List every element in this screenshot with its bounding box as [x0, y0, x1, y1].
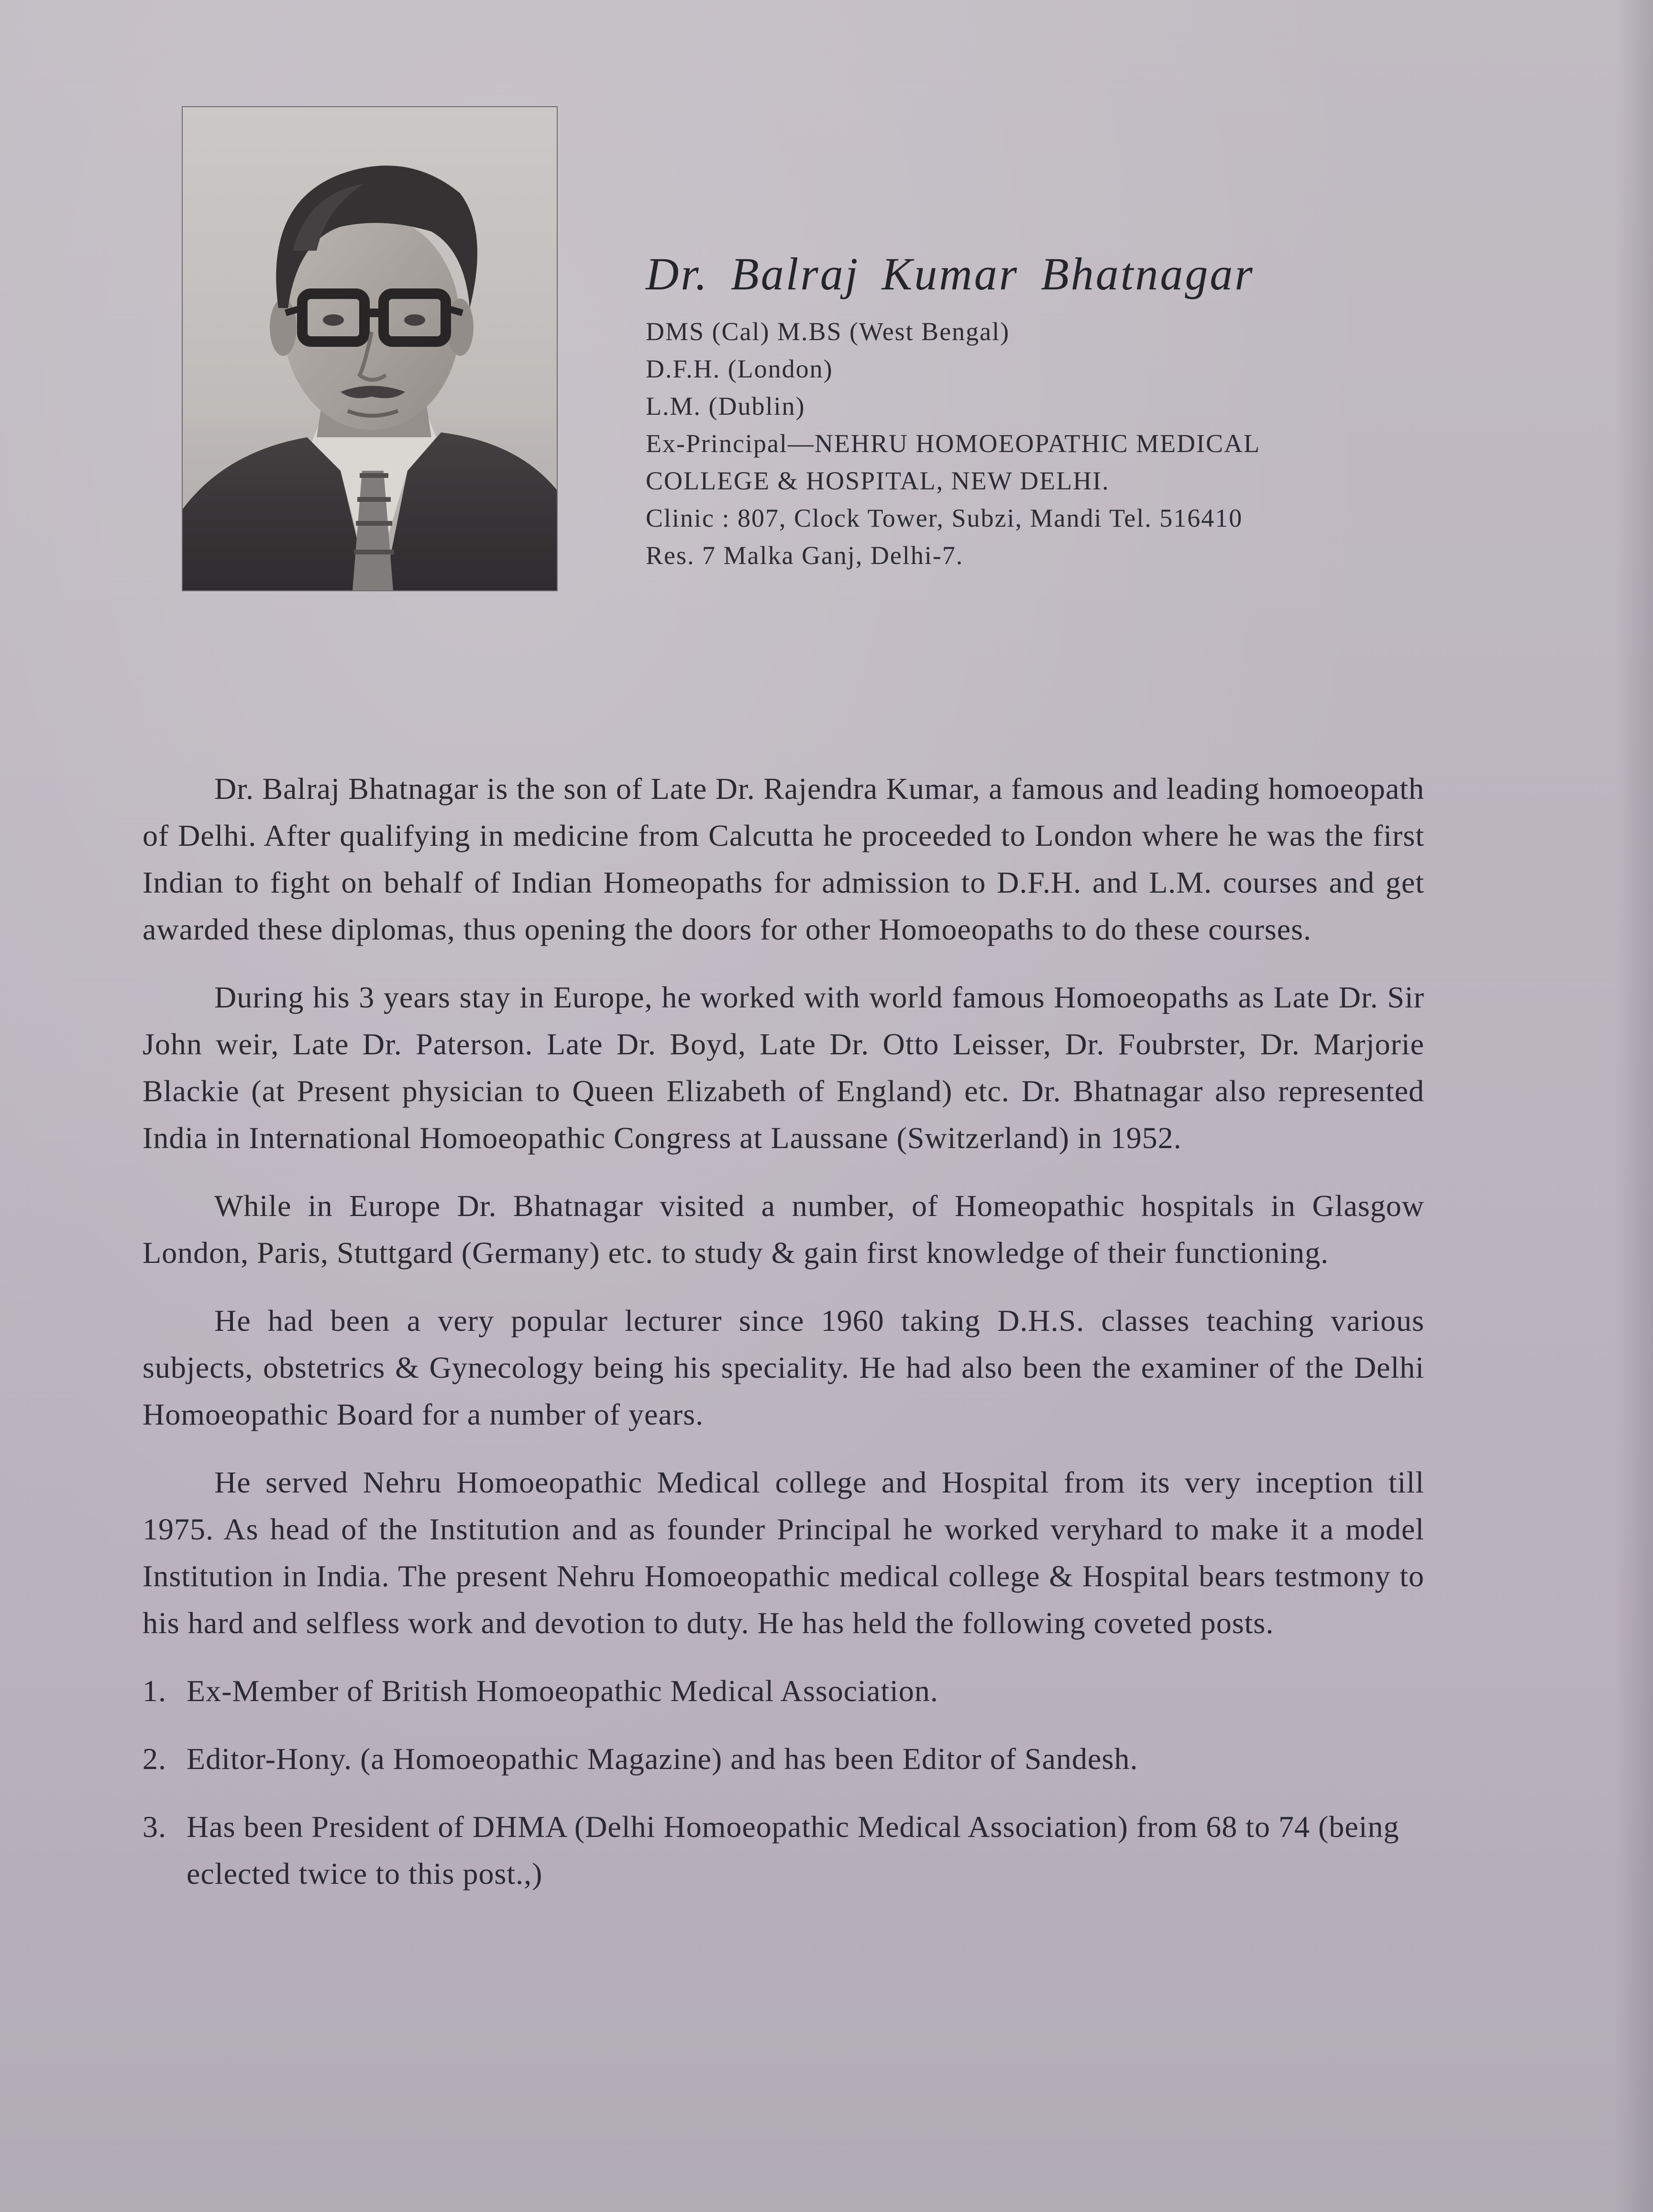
list-item	[143, 1803, 1424, 1897]
credential-line: L.M. (Dublin)	[646, 391, 805, 420]
credential-line: D.F.H. (London)	[646, 354, 833, 383]
list-item-text: Editor-Hony. (a Homoeopathic Magazine) and has been Editor of Sandesh.	[187, 1742, 1138, 1776]
profile-header	[646, 249, 1459, 574]
list-item-number: 2.	[143, 1742, 166, 1776]
list-item-number: 3.	[143, 1810, 166, 1844]
residence-address: Res. 7 Malka Ganj, Delhi-7.	[646, 541, 964, 570]
profile-name: Dr. Balraj Kumar Bhatnagar	[646, 248, 1255, 299]
credential-line: DMS (Cal) M.BS (West Bengal)	[646, 317, 1010, 346]
biography-body	[143, 765, 1424, 1918]
paragraph: He had been a very popular lecturer since 1960 taking D.H.S. classes teaching various subjects, obstetrics & Gynecology being his speciality. He had also been the examiner of the Delhi Homoeopathic Board for a number of years.	[143, 1304, 1424, 1431]
list-item	[143, 1668, 1424, 1714]
list-item-text: Has been President of DHMA (Delhi Homoeopathic Medical Association) from 68 to 74 (being eclected twice to this post.,)	[187, 1810, 1400, 1891]
credential-line: Ex-Principal—NEHRU HOMOEOPATHIC MEDICAL	[646, 429, 1260, 458]
portrait-photo	[182, 106, 558, 591]
paragraph: Dr. Balraj Bhatnagar is the son of Late Dr. Rajendra Kumar, a famous and leading homoeopath of Delhi. After qualifying in medicine from Calcutta he proceeded to London where he was the first Indian to fight on behalf of Indian Homeopaths for admission to D.F.H. and L.M. courses and get awarded these diplomas, thus opening the doors for other Homoeopaths to do these courses.	[143, 772, 1424, 946]
posts-list	[143, 1668, 1424, 1897]
list-item-number: 1.	[143, 1674, 166, 1708]
paragraph: While in Europe Dr. Bhatnagar visited a number, of Homeopathic hospitals in Glasgow London, Paris, Stuttgard (Germany) etc. to study & gain first knowledge of their functioning.	[143, 1189, 1424, 1270]
credential-line: COLLEGE & HOSPITAL, NEW DELHI.	[646, 466, 1110, 495]
list-item-text: Ex-Member of British Homoeopathic Medical Association.	[187, 1674, 938, 1708]
clinic-address: Clinic : 807, Clock Tower, Subzi, Mandi Tel. 516410	[646, 503, 1243, 532]
paragraph: He served Nehru Homoeopathic Medical college and Hospital from its very inception till 1975. As head of the Institution and as founder Principal he worked veryhard to make it a model Institution in India. The present Nehru Homoeopathic medical college & Hospital bears testmony to his hard and selfless work and devotion to duty. He has held the following coveted posts.	[143, 1465, 1424, 1640]
list-item	[143, 1736, 1424, 1782]
paragraph: During his 3 years stay in Europe, he worked with world famous Homoeopaths as Late Dr. Sir John weir, Late Dr. Paterson. Late Dr. Boyd, Late Dr. Otto Leisser, Dr. Foubrster, Dr. Marjorie Blackie (at Present physician to Queen Elizabeth of England) etc. Dr. Bhatnagar also represented India in International Homoeopathic Congress at Laussane (Switzerland) in 1952.	[143, 980, 1424, 1155]
page-shadow-edge	[1615, 0, 1653, 2212]
